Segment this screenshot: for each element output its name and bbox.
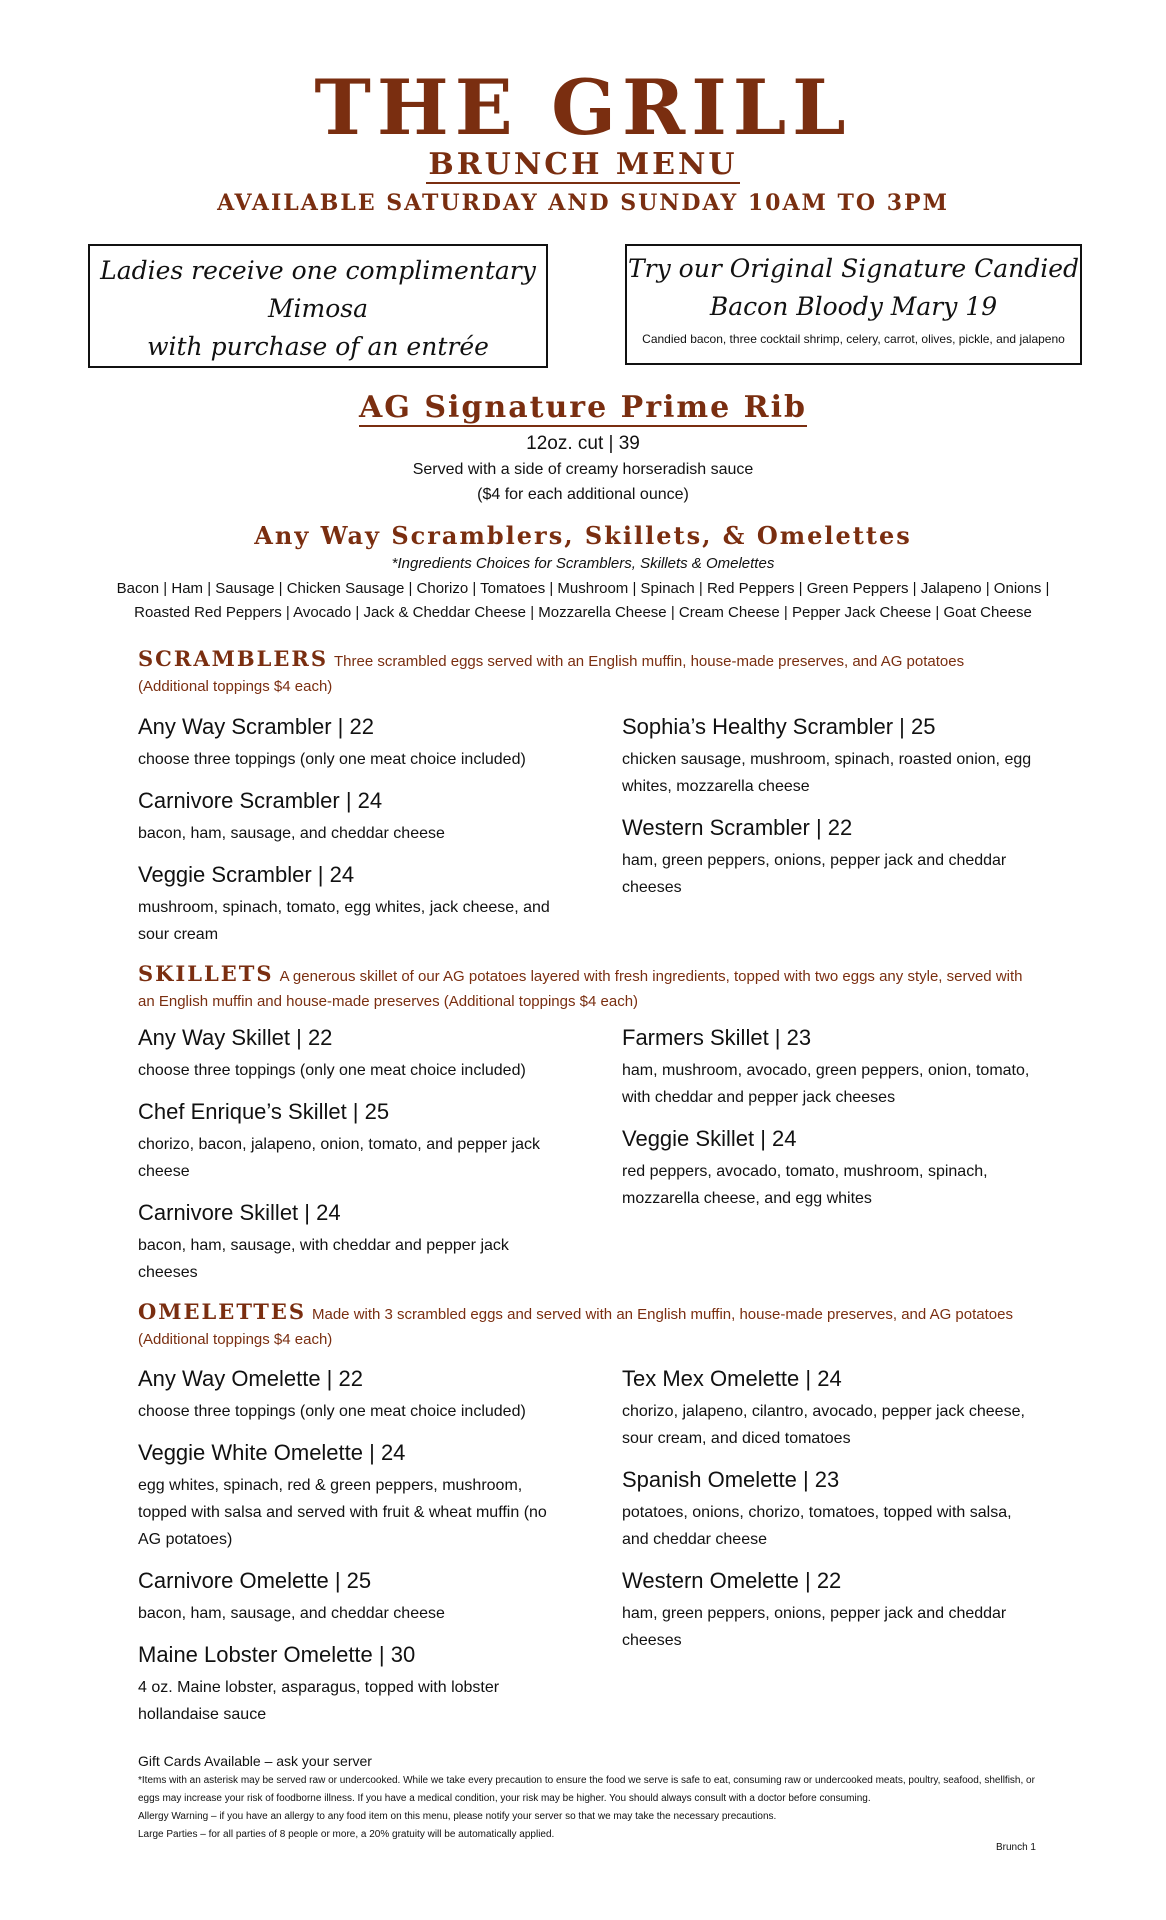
menu-item-description: red peppers, avocado, tomato, mushroom, spinach, mozzarella cheese, and egg whites <box>622 1163 988 1207</box>
menu-item-description: mushroom, spinach, tomato, egg whites, jack cheese, and sour cream <box>138 899 550 943</box>
menu-item-name: Any Way Skillet | 22 <box>138 1025 333 1050</box>
menu-item-description: choose three toppings (only one meat choice included) <box>138 1062 526 1079</box>
allergy-warning: Allergy Warning – if you have an allergy to any food item on this menu, please notify your server so that we may take the necessary precautions. <box>138 1811 777 1822</box>
scramblers-description: Three scrambled eggs served with an English muffin, house-made preserves, and AG potatoes (Additional toppings $4 each) <box>138 653 965 695</box>
menu-item-name: Veggie White Omelette | 24 <box>138 1440 406 1465</box>
bloody-mary-promo-line: Bacon Bloody Mary 19 <box>709 292 998 321</box>
menu-item-name: Western Scrambler | 22 <box>622 815 853 840</box>
menu-item-description: ham, green peppers, onions, pepper jack and cheddar cheeses <box>622 852 1007 896</box>
menu-item-description: 4 oz. Maine lobster, asparagus, topped with lobster hollandaise sauce <box>138 1679 500 1723</box>
large-party-note: Large Parties – for all parties of 8 people or more, a 20% gratuity will be automatically applied. <box>138 1829 555 1840</box>
menu-item-description: choose three toppings (only one meat choice included) <box>138 751 526 768</box>
restaurant-title: THE GRILL <box>314 63 852 152</box>
skillets-title: SKILLETS <box>138 961 274 986</box>
menu-item-name: Any Way Scrambler | 22 <box>138 714 374 739</box>
menu-item-description: bacon, ham, sausage, with cheddar and pepper jack cheeses <box>138 1237 509 1281</box>
ingredient-choices-note: *Ingredients Choices for Scramblers, Skillets & Omelettes <box>391 555 775 572</box>
mimosa-promo-box <box>88 244 548 368</box>
menu-item <box>138 1023 558 1084</box>
menu-item <box>138 712 558 773</box>
menu-item <box>138 1097 558 1185</box>
menu-item-name: Maine Lobster Omelette | 30 <box>138 1642 416 1667</box>
prime-rib-heading <box>0 390 1166 425</box>
menu-item-description: egg whites, spinach, red & green peppers, mushroom, topped with salsa and served with fruit & wheat muffin (no AG potatoes) <box>138 1477 547 1548</box>
menu-item <box>622 1465 1042 1553</box>
menu-item <box>622 712 1042 800</box>
menu-item <box>138 860 558 948</box>
menu-subtitle <box>0 147 1166 182</box>
scramblers-section-header <box>138 646 1038 699</box>
omelettes-title: OMELETTES <box>138 1299 306 1324</box>
menu-item-name: Sophia’s Healthy Scrambler | 25 <box>622 714 936 739</box>
availability-banner: AVAILABLE SATURDAY AND SUNDAY 10AM TO 3PM <box>217 190 949 216</box>
menu-footer <box>138 1750 1038 1844</box>
toppings-list-line: Bacon | Ham | Sausage | Chicken Sausage | Chorizo | Tomatoes | Mushroom | Spinach | Red Peppers | Green Peppers | Jalapeno | Onions | <box>116 580 1050 597</box>
menu-item-name: Carnivore Omelette | 25 <box>138 1568 372 1593</box>
any-way-heading: Any Way Scramblers, Skillets, & Omelettes <box>254 521 912 550</box>
menu-item-description: bacon, ham, sausage, and cheddar cheese <box>138 1605 445 1622</box>
bloody-mary-promo-line: Try our Original Signature Candied <box>627 254 1080 283</box>
menu-item <box>622 1566 1042 1654</box>
menu-item-description: bacon, ham, sausage, and cheddar cheese <box>138 825 445 842</box>
menu-item <box>622 813 1042 901</box>
skillets-section-header <box>138 961 1038 1014</box>
mimosa-promo-line: with purchase of an entrée <box>147 332 489 361</box>
menu-item-name: Tex Mex Omelette | 24 <box>622 1366 842 1391</box>
menu-item-name: Veggie Skillet | 24 <box>622 1126 797 1151</box>
menu-item <box>138 786 558 847</box>
scramblers-title: SCRAMBLERS <box>138 646 329 671</box>
mimosa-promo-line: Ladies receive one complimentary <box>100 256 536 285</box>
menu-item-name: Carnivore Scrambler | 24 <box>138 788 383 813</box>
prime-rib-extra-ounce: ($4 for each additional ounce) <box>477 486 689 503</box>
menu-item-description: chicken sausage, mushroom, spinach, roasted onion, egg whites, mozzarella cheese <box>622 751 1032 795</box>
menu-item <box>622 1023 1042 1111</box>
menu-item <box>138 1566 558 1627</box>
omelettes-section-header <box>138 1299 1038 1352</box>
menu-item-description: ham, mushroom, avocado, green peppers, onion, tomato, with cheddar and pepper jack cheeses <box>622 1062 1030 1106</box>
menu-item <box>138 1364 558 1425</box>
page-label: Brunch 1 <box>995 1842 1036 1853</box>
omelettes-description: Made with 3 scrambled eggs and served with an English muffin, house-made preserves, and AG potatoes (Additional toppings $4 each) <box>138 1306 1013 1348</box>
menu-item-description: choose three toppings (only one meat choice included) <box>138 1403 526 1420</box>
menu-item <box>622 1364 1042 1452</box>
menu-item-name: Veggie Scrambler | 24 <box>138 862 355 887</box>
menu-item-name: Western Omelette | 22 <box>622 1568 842 1593</box>
bloody-mary-description: Candied bacon, three cocktail shrimp, celery, carrot, olives, pickle, and jalapeno <box>642 332 1065 346</box>
menu-item <box>622 1124 1042 1212</box>
menu-item <box>138 1640 558 1728</box>
menu-item-name: Chef Enrique’s Skillet | 25 <box>138 1099 390 1124</box>
menu-subtitle-text: BRUNCH MENU <box>428 147 738 182</box>
gift-card-note: Gift Cards Available – ask your server <box>138 1753 372 1769</box>
menu-item-description: ham, green peppers, onions, pepper jack and cheddar cheeses <box>622 1605 1007 1649</box>
menu-item-description: chorizo, bacon, jalapeno, onion, tomato, and pepper jack cheese <box>138 1136 541 1180</box>
menu-item-name: Farmers Skillet | 23 <box>622 1025 812 1050</box>
toppings-list-line: Roasted Red Peppers | Avocado | Jack & Cheddar Cheese | Mozzarella Cheese | Cream Cheese | Pepper Jack Cheese | Goat Cheese <box>134 604 1032 621</box>
menu-item-description: chorizo, jalapeno, cilantro, avocado, pepper jack cheese, sour cream, and diced tomatoes <box>622 1403 1025 1447</box>
mimosa-promo-line: Mimosa <box>267 294 369 323</box>
menu-item-name: Spanish Omelette | 23 <box>622 1467 840 1492</box>
prime-rib-cut-price: 12oz. cut | 39 <box>526 433 640 454</box>
menu-item-name: Carnivore Skillet | 24 <box>138 1200 341 1225</box>
menu-item <box>138 1438 558 1553</box>
raw-food-warning: *Items with an asterisk may be served raw or undercooked. While we take every precaution to ensure the food we serve is safe to eat, consuming raw or undercooked meats, poultry, seafood, shellfish, or eggs may increase your risk of foodborne illness. If you have a medical condition, your risk may be higher. You should always consult with a doctor before consuming. <box>138 1775 1035 1804</box>
menu-item-name: Any Way Omelette | 22 <box>138 1366 363 1391</box>
bloody-mary-promo-box <box>625 244 1082 365</box>
prime-rib-heading-text: AG Signature Prime Rib <box>359 390 807 425</box>
menu-item <box>138 1198 558 1286</box>
skillets-description: A generous skillet of our AG potatoes layered with fresh ingredients, topped with two eggs any style, served with an English muffin and house-made preserves (Additional toppings $4 each) <box>138 968 1023 1010</box>
menu-item-description: potatoes, onions, chorizo, tomatoes, topped with salsa, and cheddar cheese <box>622 1504 1012 1548</box>
prime-rib-description: Served with a side of creamy horseradish sauce <box>412 461 754 478</box>
